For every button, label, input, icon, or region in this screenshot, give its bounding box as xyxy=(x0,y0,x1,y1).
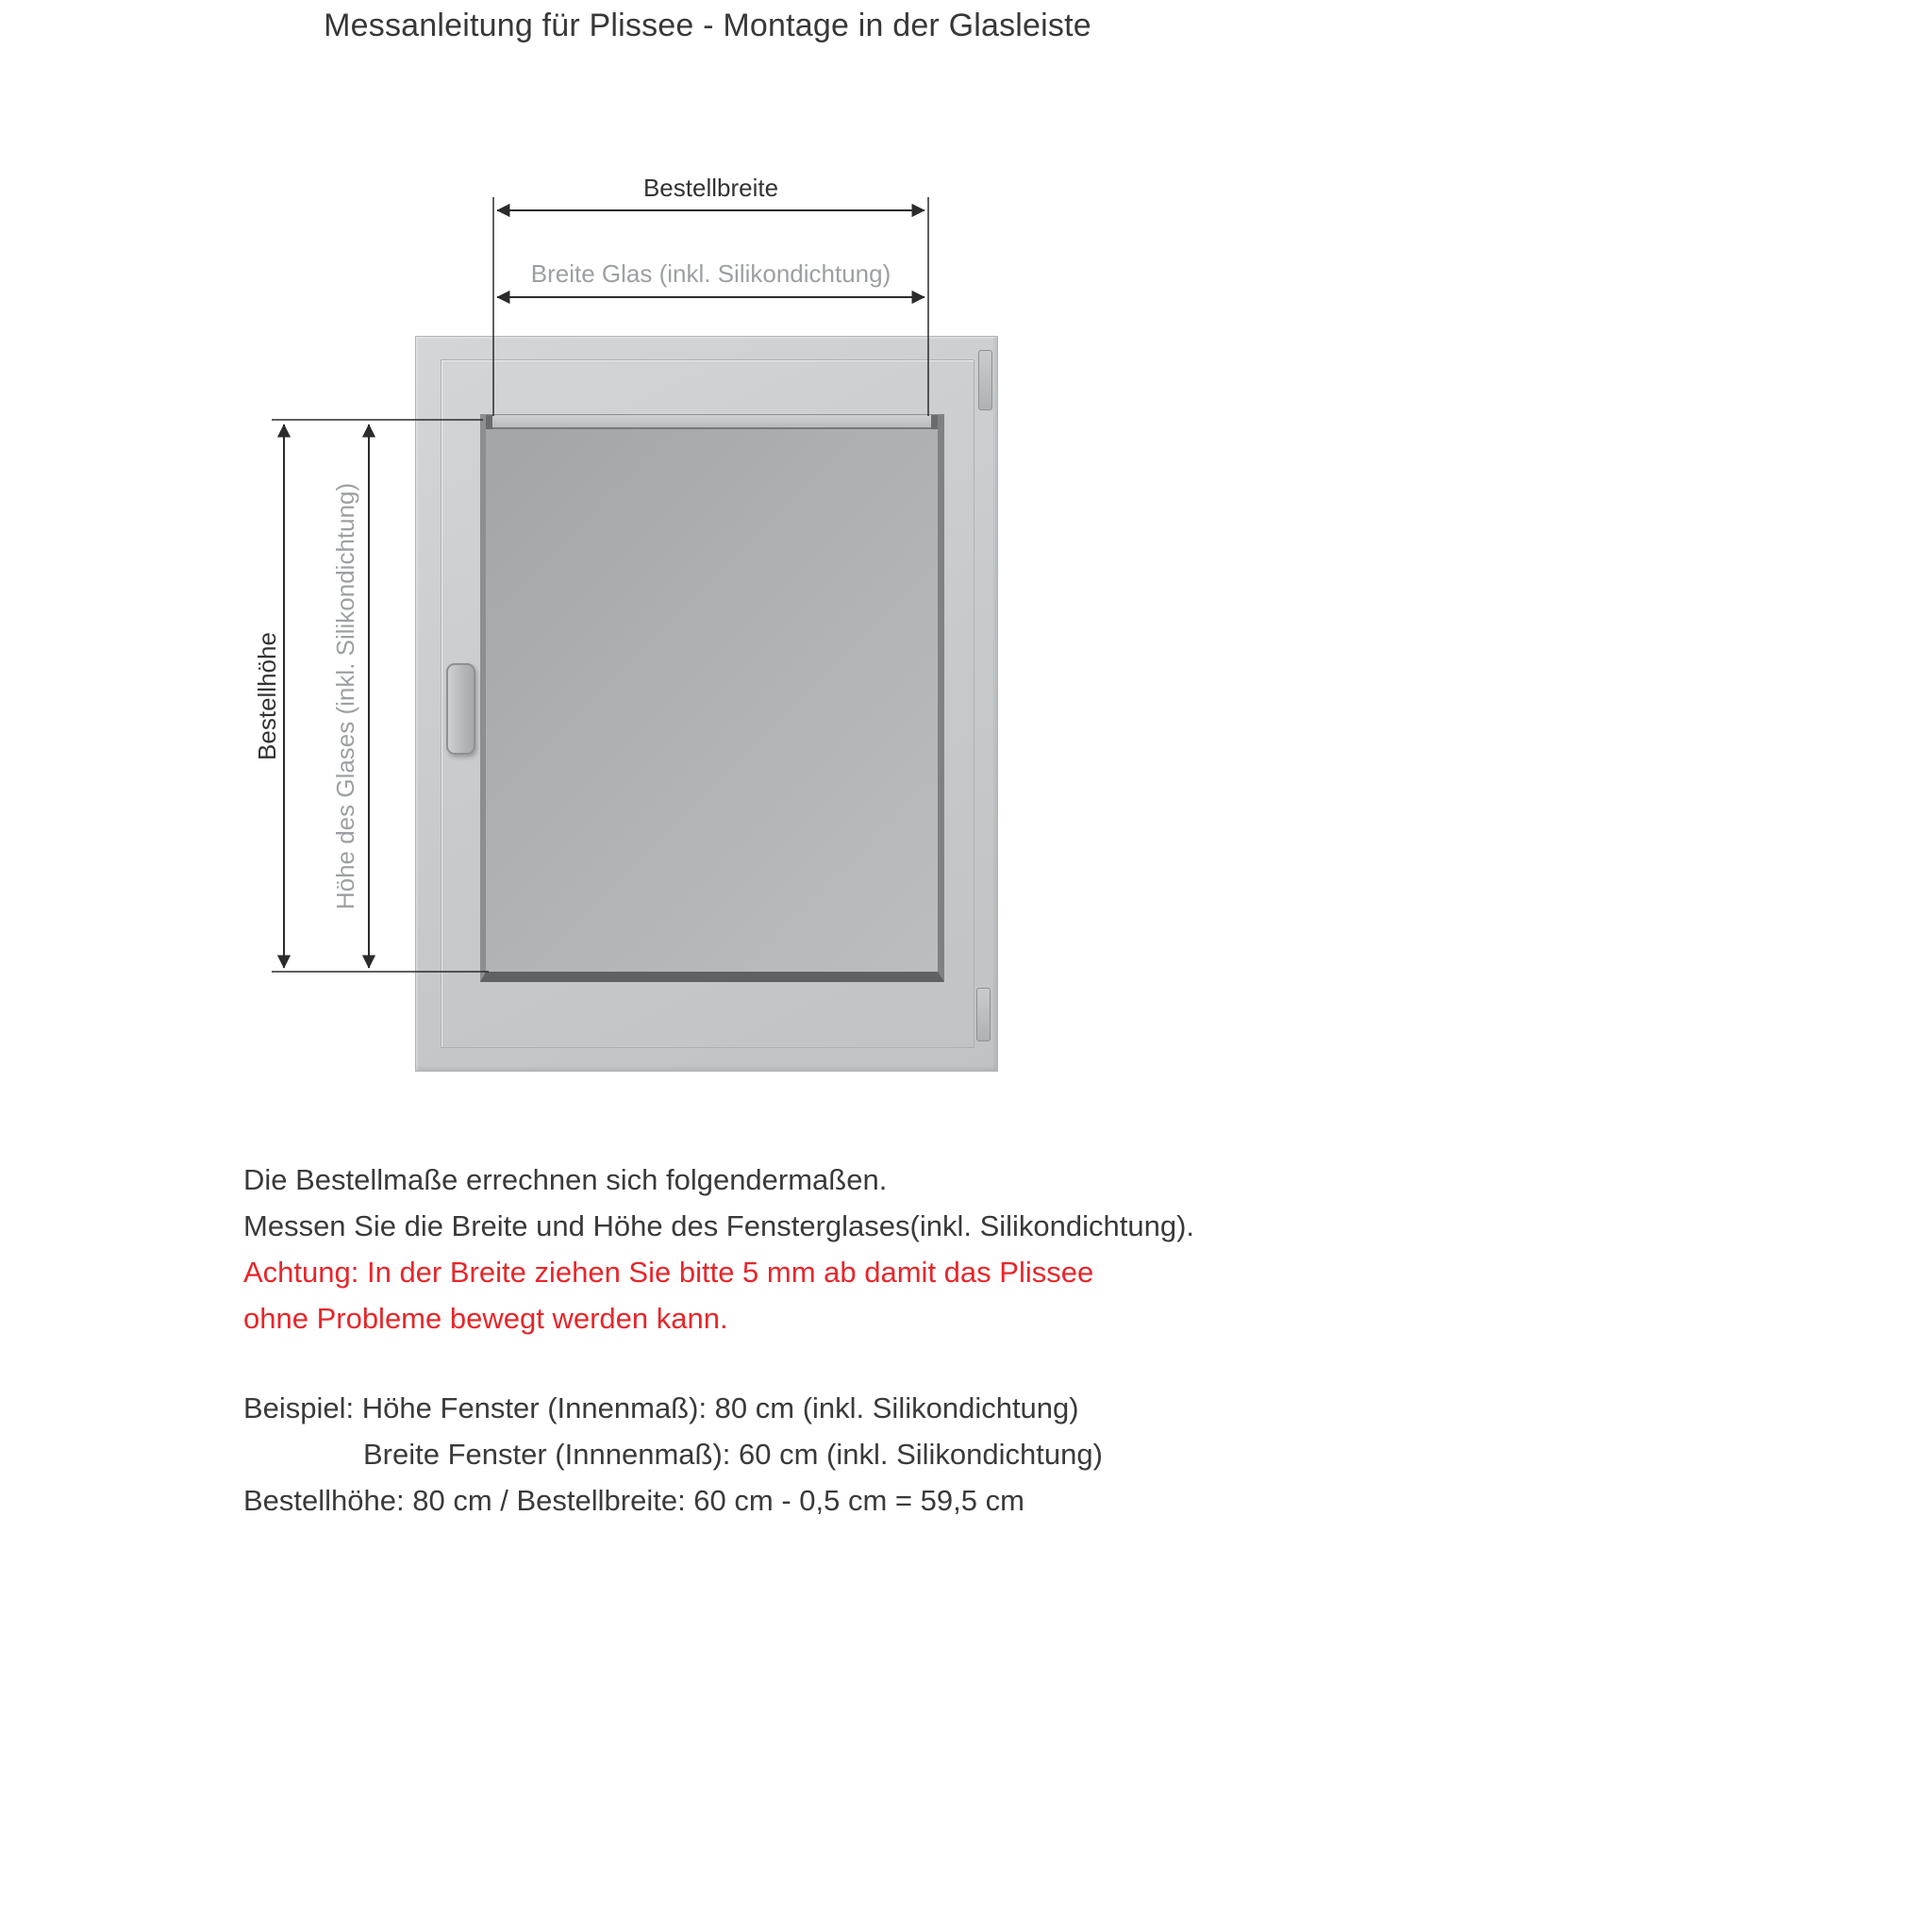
window-frame xyxy=(415,336,998,1072)
window-hinge-top xyxy=(978,350,992,410)
example-line-2: Breite Fenster (Innnenmaß): 60 cm (inkl. Silikondichtung) xyxy=(363,1438,1103,1471)
glass-height-label: Höhe des Glases (inkl. Silikondichtung) xyxy=(331,482,359,910)
rail-end-cap-right xyxy=(931,415,938,429)
glass-top-rail xyxy=(486,415,938,429)
window-handle xyxy=(446,663,475,755)
example-line-1: Beispiel: Höhe Fenster (Innenmaß): 80 cm (inkl. Silikondichtung) xyxy=(243,1391,1079,1424)
intro-line-1: Die Bestellmaße errechnen sich folgendermaßen. xyxy=(243,1163,888,1196)
order-height-label: Bestellhöhe xyxy=(253,632,281,760)
window-glass xyxy=(480,414,944,982)
intro-line-2: Messen Sie die Breite und Höhe des Fensterglases(inkl. Silikondichtung). xyxy=(243,1209,1195,1242)
order-width-label: Bestellbreite xyxy=(642,174,779,202)
page-title: Messanleitung für Plissee - Montage in der Glasleiste xyxy=(324,8,1091,43)
warning-line-2: ohne Probleme bewegt werden kann. xyxy=(243,1302,728,1335)
instructions-block xyxy=(243,1157,1658,1524)
example-line-3: Bestellhöhe: 80 cm / Bestellbreite: 60 cm - 0,5 cm = 59,5 cm xyxy=(243,1484,1024,1517)
rail-end-cap-left xyxy=(486,415,492,429)
glass-width-label: Breite Glas (inkl. Silikondichtung) xyxy=(530,259,891,288)
warning-line-1: Achtung: In der Breite ziehen Sie bitte 5 mm ab damit das Plissee xyxy=(243,1256,1094,1289)
window-hinge-bottom xyxy=(976,988,991,1041)
